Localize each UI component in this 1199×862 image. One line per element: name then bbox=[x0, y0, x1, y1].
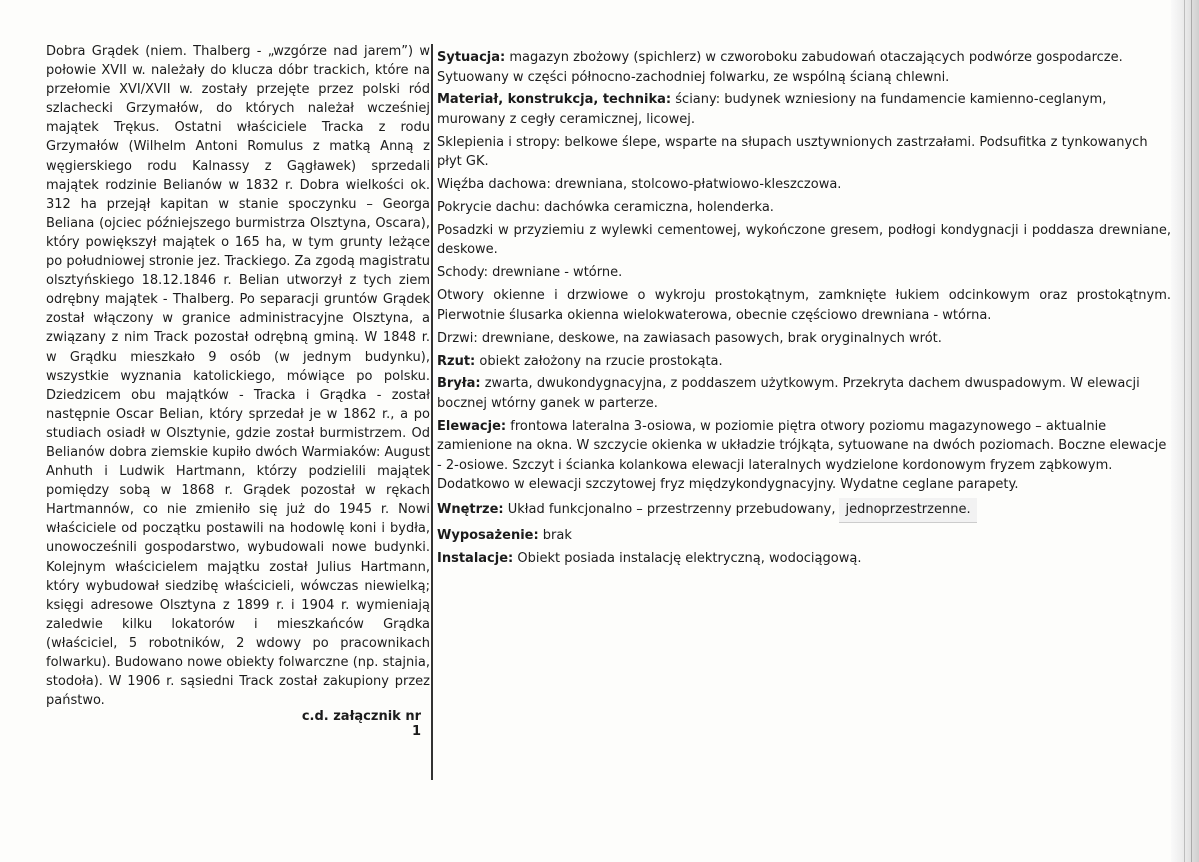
bryla-label: Bryła: bbox=[437, 376, 481, 392]
entry-instalacje bbox=[437, 549, 1171, 569]
entry-otwory: Otwory okienne i drzwiowe o wykroju prostokątnym, zamknięte łukiem odcinkowym oraz prostokątnym. Pierwotnie ślusarka okienna wielokwaterowa, obecnie częściowo drewniana - wtórna. bbox=[437, 288, 1171, 323]
entry-wiezba: Więźba dachowa: drewniana, stolcowo-płatwiowo-kleszczowa. bbox=[437, 177, 842, 193]
material-label: Materiał, konstrukcja, technika: bbox=[437, 92, 672, 108]
wyposazenie-text: brak bbox=[538, 528, 572, 544]
entry-pokrycie: Pokrycie dachu: dachówka ceramiczna, holenderka. bbox=[437, 200, 774, 216]
continuation-note: c.d. załącznik nr 1 bbox=[301, 709, 421, 739]
entry-wyposazenie bbox=[437, 526, 1171, 546]
instalacje-label: Instalacje: bbox=[437, 550, 514, 566]
wnetrze-label: Wnętrze: bbox=[437, 502, 504, 518]
entry-posadzki: Posadzki w przyziemiu z wylewki cementowej, wykończone gresem, podłogi kondygnacji i poddasza drewniane, deskowe. bbox=[437, 222, 1171, 258]
sytuacja-label: Sytuacja: bbox=[437, 50, 506, 65]
scan-edge bbox=[1171, 0, 1199, 862]
rzut-text: obiekt założony na rzucie prostokąta. bbox=[475, 353, 723, 369]
history-paragraph: Dobra Grądek (niem. Thalberg - „wzgórze nad jarem”) w połowie XVII w. należały do klucza dóbr trackich, które na przełomie XVI/XVII w. zostały przejęte przez polski ród szlachecki Grzymałów, do których należał wcześniej majątek Trękus. Ostatni właściciele Tracka z rodu Grzymałów (Wilhelm Antoni Romulus z matką Anną z węgierskiego rodu Kalnassy z Gągławek) sprzedali majątek rodzinie Belianów w 1832 r. Dobra wielkości ok. 312 ha przejął kapitan w stanie spoczynku – Georga Beliana (ojciec późniejszego burmistrza Olsztyna, Oscara), który powiększył majątek o 165 ha, w tym grunty leżące po południowej stronie jez. Trackiego. Za zgodą magistratu olsztyńskiego 18.12.1846 r. Belian utworzył z tych ziem odrębny majątek - Thalberg. Po separacji gruntów Grądek został włączony w granice administracyjne Olsztyna, a związany z nim Track pozostał odrębną gminą. W 1848 r. w Grądku mieszkało 9 osób (w jednym budynku), wszystkie wyznania katolickiego, mówiące po polsku. Dziedzicem obu majątków - Tracka i Grądka - został następnie Oscar Belian, który sprzedał je w 1862 r., a po studiach osiadł w Olsztynie, gdzie został burmistrzem. Od Belianów dobra ziemskie kupiło dwóch Warmiaków: August Anhuth i Ludwik Hartmann, którzy podzielili majątek pomiędzy sobą w 1868 r. Grądek pozostał w rękach Hartmannów, co nie zmieniło się już do 1945 r. Nowi właściciele od początku postawili na hodowlę koni i bydła, unowocześnili gospodarstwo, wybudowali nowe budynki. Kolejnym właścicielem majątku został Julius Hartmann, który wybudował siedzibę właścicieli, wówczas niewielką; księgi adresowe Olsztyna z 1899 r. i 1904 r. wymieniają zaledwie kilku lokatorów i mieszkańców Grądka (właściciel, 5 robotników, 2 wdowy po pracownikach folwarku). Budowano nowe obiekty folwarczne (np. stajnia, stodoła). W 1906 r. sąsiedni Track został zakupiony przez państwo. bbox=[46, 44, 430, 709]
instalacje-text: Obiekt posiada instalację elektryczną, wodociągową. bbox=[513, 550, 862, 566]
description-column bbox=[437, 48, 1171, 572]
entry-elewacje bbox=[437, 417, 1171, 495]
entry-wnetrze bbox=[437, 498, 1171, 523]
scan-edge-line-outer bbox=[1191, 0, 1192, 862]
elewacje-label: Elewacje: bbox=[437, 418, 507, 434]
entry-schody: Schody: drewniane - wtórne. bbox=[437, 265, 623, 281]
elewacje-text: frontowa lateralna 3-osiowa, w poziomie piętra otwory poziomu magazynowego – aktualnie zamienione na okna. W szczycie okienka w układzie trójkąta, sytuowane na dwóch poziomach. Boczne elewacje - 2-osiowe. Szczyt i ścianka kolankowa elewacji lateralnych wydzielone kordonowym fryzem ząbkowym. Dodatkowo w elewacji szczytowej fryz międzykondygnacyjny. Wydatne ceglane parapety. bbox=[437, 418, 1167, 493]
rzut-label: Rzut: bbox=[437, 353, 476, 369]
history-column bbox=[46, 42, 430, 710]
entry-sytuacja bbox=[437, 48, 1171, 87]
bryla-text: zwarta, dwukondygnacyjna, z poddaszem użytkowym. Przekryta dachem dwuspadowym. W elewacji bocznej wtórny ganek w parterze. bbox=[437, 376, 1140, 411]
wnetrze-text: Układ funkcjonalno – przestrzenny przebudowany, bbox=[503, 502, 836, 518]
wnetrze-pasted-text: jednoprzestrzenne. bbox=[839, 498, 976, 523]
entry-material bbox=[437, 90, 1171, 129]
column-divider bbox=[431, 44, 433, 780]
entry-bryla bbox=[437, 374, 1171, 413]
wyposazenie-label: Wyposażenie: bbox=[437, 528, 539, 544]
material-text: ściany: budynek wzniesiony na fundamencie kamienno-ceglanym, murowany z cegły ceramicznej, licowej. bbox=[437, 92, 1107, 127]
scan-edge-line bbox=[1184, 0, 1185, 862]
sytuacja-text: magazyn zbożowy (spichlerz) w czworoboku zabudowań otaczających podwórze gospodarcze. Sytuowany w części północno-zachodniej folwarku, ze wspólną ścianą chlewni. bbox=[437, 50, 1123, 85]
entry-drzwi: Drzwi: drewniane, deskowe, na zawiasach pasowych, brak oryginalnych wrót. bbox=[437, 330, 942, 346]
entry-sklepienia: Sklepienia i stropy: belkowe ślepe, wsparte na słupach usztywnionych zastrzałami. Podsufitka z tynkowanych płyt GK. bbox=[437, 134, 1148, 170]
entry-rzut bbox=[437, 352, 1171, 372]
